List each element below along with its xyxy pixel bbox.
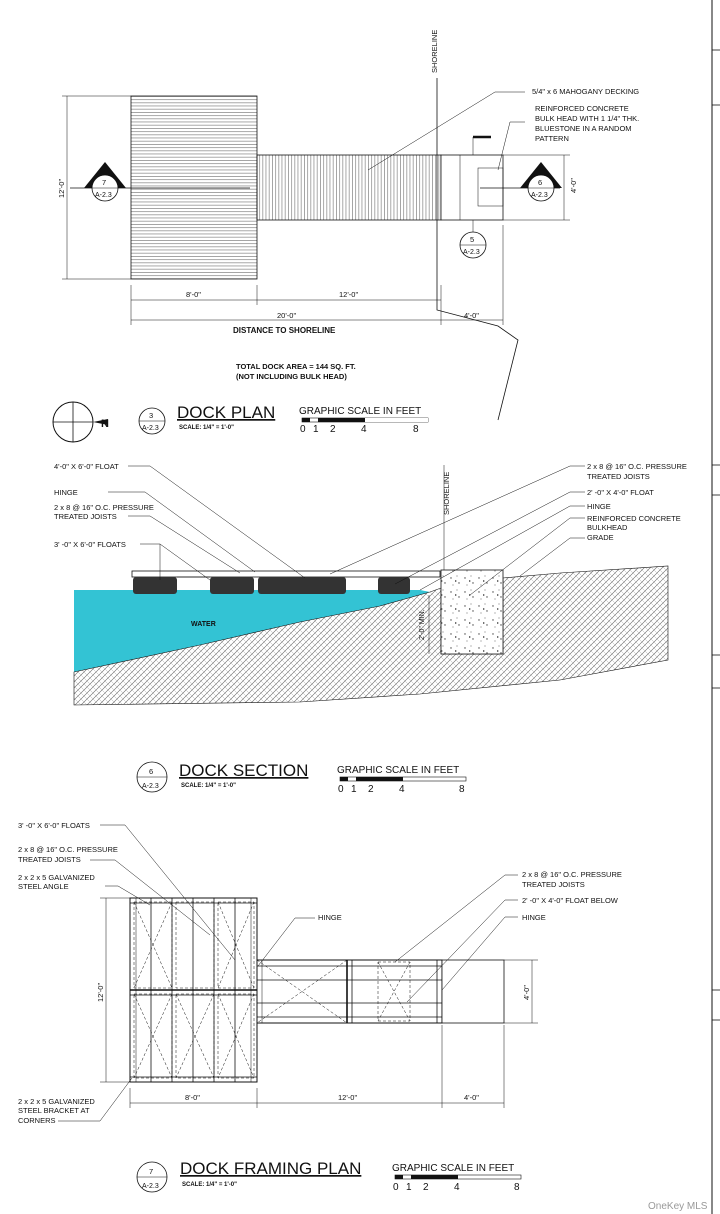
dock-area-line-2: (NOT INCLUDING BULK HEAD) bbox=[236, 372, 347, 381]
fp-angle-label-2: STEEL ANGLE bbox=[18, 882, 69, 891]
svg-text:2: 2 bbox=[368, 784, 374, 795]
float-4 bbox=[378, 577, 410, 594]
fp-joists-label-2: TREATED JOISTS bbox=[18, 855, 81, 864]
dock-platform bbox=[131, 96, 257, 279]
fp-floats-label: 3' -0" X 6'-0" FLOATS bbox=[18, 821, 90, 830]
r-hinge-label: HINGE bbox=[587, 502, 611, 511]
float-label: 4'-0" X 6'-0" FLOAT bbox=[54, 462, 119, 471]
svg-text:A-2.3: A-2.3 bbox=[531, 192, 548, 199]
fp-r-joists-1: 2 x 8 @ 16" O.C. PRESSURE bbox=[522, 870, 622, 879]
shoreline-label: SHORELINE bbox=[430, 29, 439, 73]
svg-text:1: 1 bbox=[406, 1182, 412, 1193]
leader bbox=[128, 466, 305, 578]
fp-dim-4ft: 4'-0" bbox=[464, 1093, 479, 1102]
svg-text:1: 1 bbox=[351, 784, 357, 795]
svg-text:2: 2 bbox=[330, 424, 336, 435]
graphic-scale-section bbox=[337, 765, 466, 795]
dim-8ft: 8'-0" bbox=[186, 290, 201, 299]
section-marker-6 bbox=[520, 162, 562, 201]
fp-r-joists-2: TREATED JOISTS bbox=[522, 880, 585, 889]
svg-text:A-2.3: A-2.3 bbox=[463, 249, 480, 256]
framing-title: DOCK FRAMING PLAN bbox=[180, 1159, 362, 1178]
fp-r-float-label: 2' -0" X 4'-0" FLOAT BELOW bbox=[522, 896, 618, 905]
hinge-label: HINGE bbox=[54, 488, 78, 497]
watermark: OneKey MLS bbox=[648, 1201, 708, 1212]
section-deck bbox=[132, 571, 440, 577]
joists-label-2: TREATED JOISTS bbox=[54, 512, 117, 521]
r-joists-label-1: 2 x 8 @ 16" O.C. PRESSURE bbox=[587, 462, 687, 471]
fp-r-hinge-label: HINGE bbox=[522, 913, 546, 922]
bulkhead-note-line-3: BLUESTONE IN A RANDOM bbox=[535, 124, 632, 133]
fp-bracket-1: 2 x 2 x 5 GALVANIZED bbox=[18, 1097, 95, 1106]
svg-text:0: 0 bbox=[338, 784, 344, 795]
leader bbox=[330, 466, 585, 574]
svg-text:8: 8 bbox=[413, 424, 419, 435]
svg-text:4: 4 bbox=[361, 424, 367, 435]
leader bbox=[395, 875, 518, 962]
section-marker-7 bbox=[84, 162, 126, 201]
framing-gangway bbox=[257, 960, 442, 1023]
fp-hinge-label-left: HINGE bbox=[318, 913, 342, 922]
framing-bulkhead bbox=[442, 960, 504, 1023]
fp-dim-8ft: 8'-0" bbox=[185, 1093, 200, 1102]
dock-section bbox=[54, 462, 687, 795]
svg-text:3: 3 bbox=[149, 411, 154, 420]
dock-area-line-1: TOTAL DOCK AREA = 144 SQ. FT. bbox=[236, 362, 356, 371]
fp-bracket-2: STEEL BRACKET AT bbox=[18, 1106, 90, 1115]
svg-text:7: 7 bbox=[149, 1167, 154, 1176]
r-joists-label-2: TREATED JOISTS bbox=[587, 472, 650, 481]
svg-text:0: 0 bbox=[393, 1182, 399, 1193]
title-block-border bbox=[712, 0, 720, 1214]
grade-label: GRADE bbox=[587, 533, 614, 542]
dock-section-title: DOCK SECTION bbox=[179, 761, 309, 780]
dock-plan-title: DOCK PLAN bbox=[177, 403, 276, 422]
fp-joists-label-1: 2 x 8 @ 16" O.C. PRESSURE bbox=[18, 845, 118, 854]
r-bulkhead-label-1: REINFORCED CONCRETE bbox=[587, 514, 681, 523]
svg-text:A-2.3: A-2.3 bbox=[142, 1183, 159, 1190]
leader bbox=[520, 538, 585, 576]
water-label: WATER bbox=[191, 621, 216, 628]
gangway bbox=[257, 155, 441, 220]
fp-bracket-3: CORNERS bbox=[18, 1116, 56, 1125]
decking-note: 5/4" x 6 MAHOGANY DECKING bbox=[532, 87, 640, 96]
svg-text:A-2.3: A-2.3 bbox=[95, 192, 112, 199]
dock-plan-scale: SCALE: 1/4" = 1'-0" bbox=[179, 425, 234, 431]
svg-text:GRAPHIC SCALE IN FEET: GRAPHIC SCALE IN FEET bbox=[299, 406, 422, 417]
svg-text:GRAPHIC SCALE IN FEET: GRAPHIC SCALE IN FEET bbox=[392, 1163, 515, 1174]
distance-to-shoreline: DISTANCE TO SHORELINE bbox=[233, 326, 336, 335]
dim-12ft: 12'-0" bbox=[339, 290, 359, 299]
graphic-scale-framing bbox=[392, 1163, 521, 1193]
fp-dim-height-left: 12'-0" bbox=[96, 982, 105, 1002]
svg-text:GRAPHIC SCALE IN FEET: GRAPHIC SCALE IN FEET bbox=[337, 765, 460, 776]
concrete-bulkhead bbox=[441, 570, 503, 654]
svg-text:5: 5 bbox=[470, 235, 475, 244]
bulkhead-note-line-1: REINFORCED CONCRETE bbox=[535, 104, 629, 113]
svg-text:8: 8 bbox=[514, 1182, 520, 1193]
fp-angle-label-1: 2 x 2 x 5 GALVANIZED bbox=[18, 873, 95, 882]
framing-scale: SCALE: 1/4" = 1'-0" bbox=[182, 1182, 237, 1188]
svg-text:7: 7 bbox=[102, 178, 107, 187]
framing-title-marker bbox=[137, 1162, 167, 1192]
dim-height-left: 12'-0" bbox=[57, 178, 66, 198]
joists-label-1: 2 x 8 @ 16" O.C. PRESSURE bbox=[54, 503, 154, 512]
bulkhead bbox=[441, 155, 503, 220]
min-depth-dim: 2'-0" MIN. bbox=[419, 609, 426, 640]
graphic-scale-plan bbox=[299, 406, 428, 435]
floats-label: 3' -0" X 6'-0" FLOATS bbox=[54, 540, 126, 549]
dim-height-right: 4'-0" bbox=[569, 178, 578, 193]
svg-text:0: 0 bbox=[300, 424, 306, 435]
float-3 bbox=[258, 577, 346, 594]
svg-text:2: 2 bbox=[423, 1182, 429, 1193]
dock-framing-plan bbox=[18, 821, 622, 1193]
dock-section-scale: SCALE: 1/4" = 1'-0" bbox=[181, 783, 236, 789]
r-bulkhead-label-2: BULKHEAD bbox=[587, 523, 628, 532]
section-shoreline-label: SHORELINE bbox=[442, 471, 451, 515]
svg-text:4: 4 bbox=[399, 784, 405, 795]
dock-plan bbox=[53, 30, 639, 442]
float-2 bbox=[210, 577, 254, 594]
svg-text:8: 8 bbox=[459, 784, 465, 795]
leader bbox=[258, 918, 315, 966]
leader bbox=[128, 516, 240, 573]
bulkhead-note-line-4: PATTERN bbox=[535, 134, 569, 143]
north-arrow bbox=[53, 402, 109, 442]
svg-text:6: 6 bbox=[149, 767, 154, 776]
fp-dim-12ft: 12'-0" bbox=[338, 1093, 358, 1102]
dock-section-title-marker bbox=[137, 762, 167, 792]
bulkhead-note-line-2: BULK HEAD WITH 1 1/4" THK. bbox=[535, 114, 640, 123]
dim-4ft: 4'-0" bbox=[464, 311, 479, 320]
r-float-label: 2' -0" X 4'-0" FLOAT bbox=[587, 488, 654, 497]
float-1 bbox=[133, 577, 177, 594]
svg-text:4: 4 bbox=[454, 1182, 460, 1193]
dock-plan-title-marker bbox=[139, 408, 165, 434]
svg-text:6: 6 bbox=[538, 178, 543, 187]
fp-dim-height-right: 4'-0" bbox=[522, 985, 531, 1000]
north-label: N bbox=[101, 418, 109, 430]
section-marker-5 bbox=[460, 232, 486, 258]
svg-text:1: 1 bbox=[313, 424, 319, 435]
dim-20ft: 20'-0" bbox=[277, 311, 297, 320]
svg-text:A-2.3: A-2.3 bbox=[142, 425, 159, 432]
svg-text:A-2.3: A-2.3 bbox=[142, 783, 159, 790]
